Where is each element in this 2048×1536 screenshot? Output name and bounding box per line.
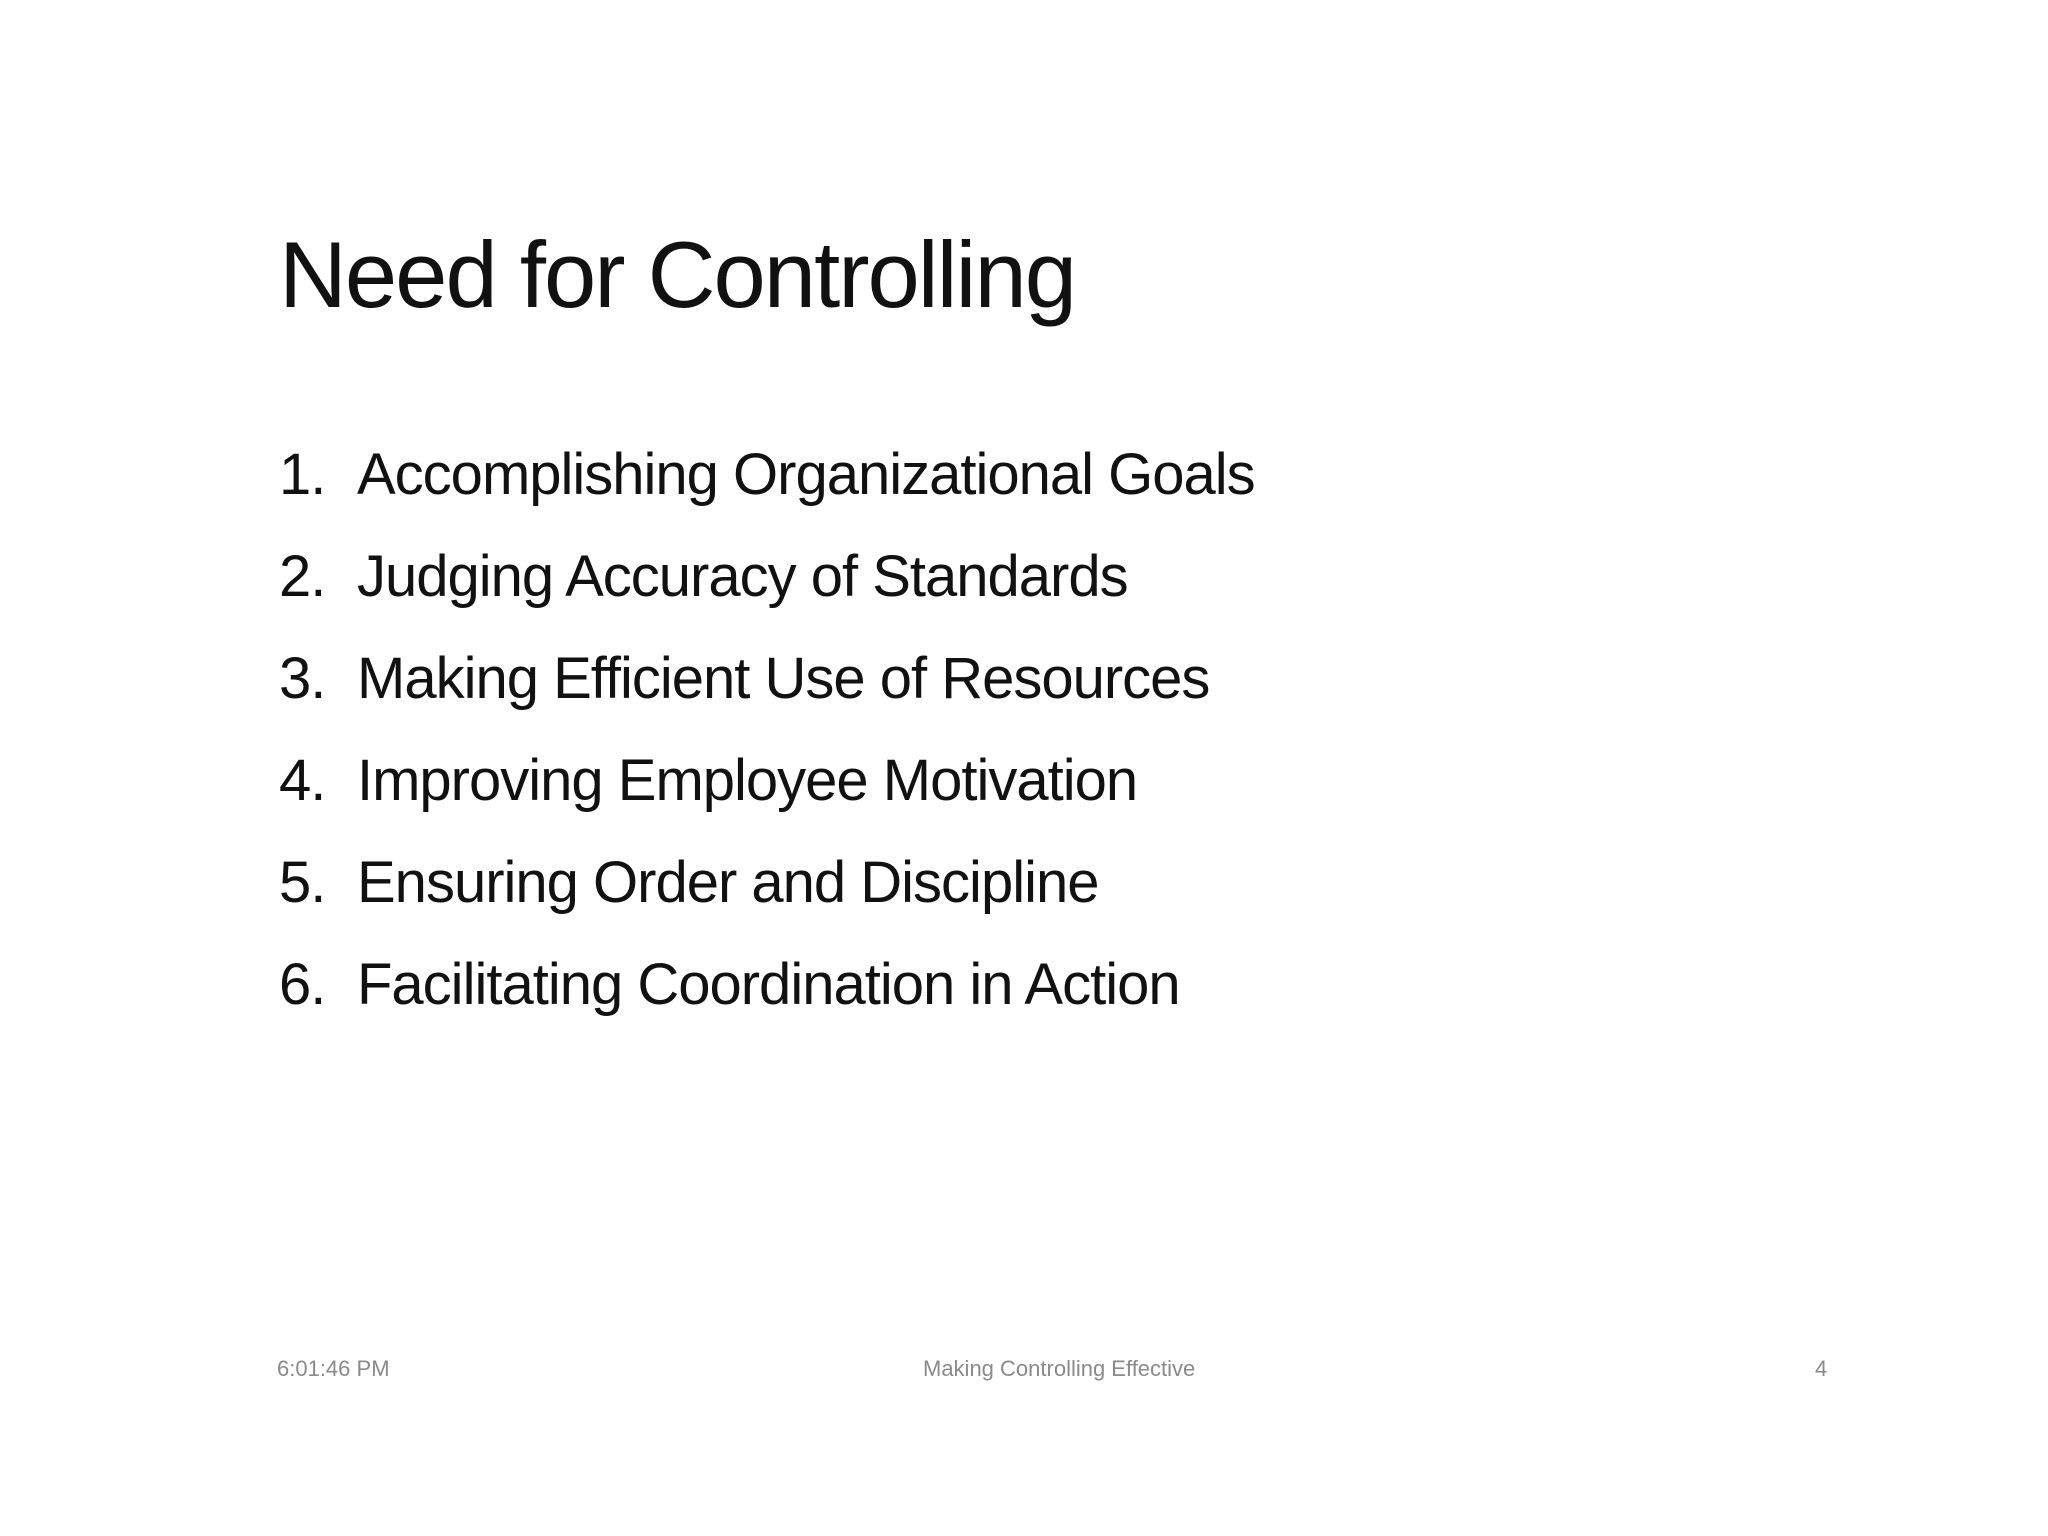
numbered-list (279, 440, 1255, 1052)
slide-title: Need for Controlling (279, 222, 1075, 327)
list-item-text: Facilitating Coordination in Action (357, 952, 1180, 1017)
footer-timestamp: 6:01:46 PM (277, 1356, 390, 1381)
list-item-text: Ensuring Order and Discipline (357, 850, 1099, 915)
list-item-number: 1. (279, 442, 326, 507)
list-item-text: Judging Accuracy of Standards (357, 544, 1128, 609)
list-item (279, 950, 1255, 1052)
list-item (279, 542, 1255, 644)
list-item-number: 2. (279, 544, 326, 609)
footer-title: Making Controlling Effective (923, 1356, 1196, 1381)
list-item (279, 440, 1255, 542)
list-item-number: 3. (279, 646, 326, 711)
list-item-number: 6. (279, 952, 326, 1017)
list-item-number: 5. (279, 850, 326, 915)
list-item-number: 4. (279, 748, 326, 813)
list-item-text: Improving Employee Motivation (357, 748, 1138, 813)
list-item (279, 644, 1255, 746)
list-item (279, 848, 1255, 950)
list-item-text: Making Efficient Use of Resources (357, 646, 1210, 711)
slide-page-number: 4 (1815, 1356, 1828, 1381)
list-item-text: Accomplishing Organizational Goals (357, 442, 1255, 507)
list-item (279, 746, 1255, 848)
